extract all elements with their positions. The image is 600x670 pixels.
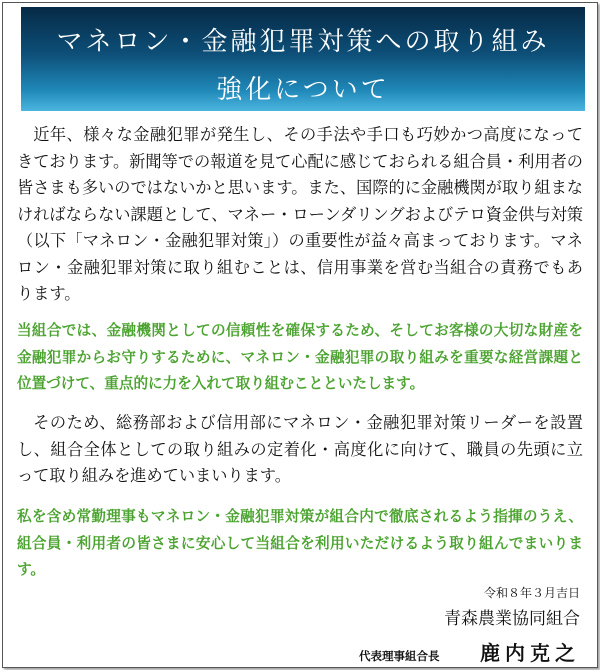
paragraph-commitment: 当組合では、金融機関としての信頼性を確保するため、そしてお客様の大切な財産を金融犯罪からお守りするために、マネロン・金融犯罪の取り組みを重要な経営課題と位置づけて、重点的に力を入れて取り組むことといたします。 [17, 322, 583, 392]
page-title-line2: 強化について [216, 75, 390, 105]
title-banner [21, 7, 585, 111]
paragraph-measures: そのため、総務部および信用部にマネロン・金融犯罪対策リーダーを設置し、組合全体としての取り組みの定着化・高度化に向けて、職員の先頭に立って取り組みを進めていまいります。 [17, 413, 583, 485]
issue-date: 令和８年３月吉日 [483, 586, 580, 600]
signatory-name: 鹿内克之 [480, 641, 580, 665]
page-title-line1: マネロン・金融犯罪対策への取り組み [56, 27, 550, 57]
organization-name: 青森農業協同組合 [444, 609, 580, 629]
signatory-title: 代表理事組合長 [359, 649, 440, 663]
paragraph-intro: 近年、様々な金融犯罪が発生し、その手法や手口も巧妙かつ高度になってきております。新聞等での報道を見て心配に感じておられる組合員・利用者の皆さまも多いのではないかと思います。また、国際的に金融機関が取り組まなければならない課題として、マネー・ローンダリングおよびテロ資金供与対策（以下「マネロン・金融犯罪対策」）の重要性が益々高まっております。マネロン・金融犯罪対策に取り組むことは、信用事業を営む当組合の責務でもあります。 [17, 125, 583, 303]
paragraph-leadership: 私を含め常勤理事もマネロン・金融犯罪対策が組合内で徹底されるよう指揮のうえ、組合員・利用者の皆さまに安心して当組合を利用いただけるよう取り組んでまいります。 [17, 508, 583, 578]
